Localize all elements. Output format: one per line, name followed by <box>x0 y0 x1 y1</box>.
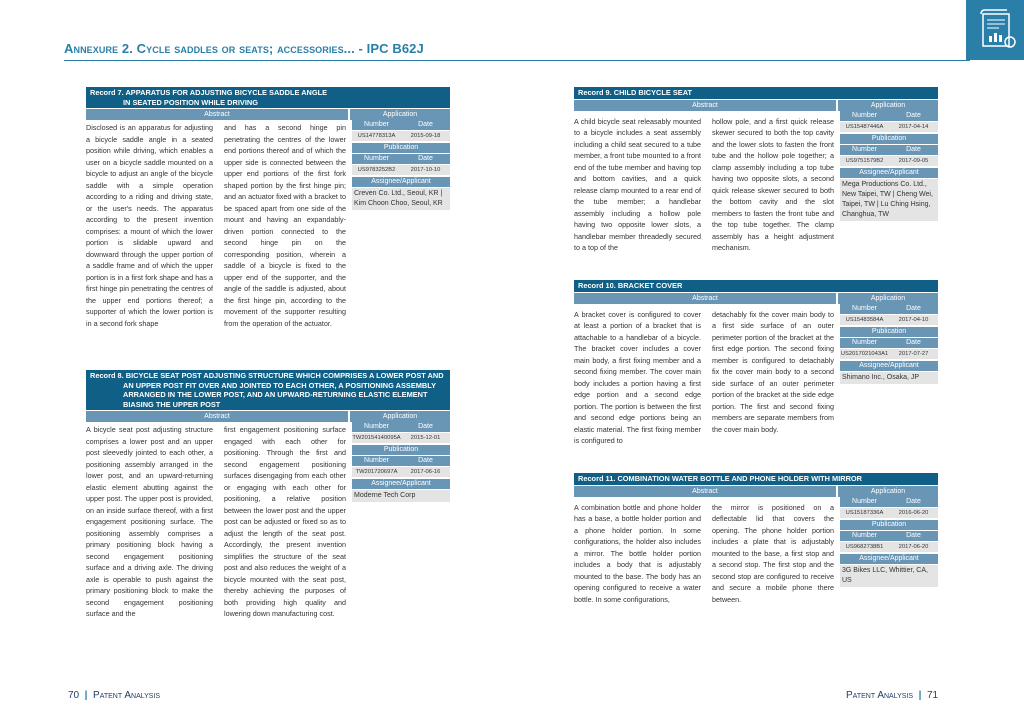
abstract-header: Abstract <box>86 109 348 120</box>
record-title-line: IN SEATED POSITION WHILE DRIVING <box>123 97 258 107</box>
abstract-header: Abstract <box>574 293 836 304</box>
footer-right <box>846 690 938 701</box>
record-title-line: ARRANGED IN THE LOWER POST, AND AN UPWARD-RETURNING ELASTIC ELEMENT <box>123 390 428 399</box>
abstract-col-1: A bicycle seat post adjusting structure comprises a lower post and an upper post sleevedly jointed to each other, a positioning assembly arranged in the lower post, and an upward-returning elastic element abutting against the upper post. The upper post is provided, on an inside surface thereof, with a first engagement positioning surface. The positioning assembly comprises a primary positioning block having a second engagement positioning surface and a driving axle. The driving axle is operable to push against the primary positioning block to make the second engagement positioning surface and the <box>86 425 213 618</box>
publication-header: Publication <box>840 134 938 144</box>
assignee-header: Assignee/Applicant <box>352 177 450 187</box>
publication-header: Publication <box>840 327 938 337</box>
assignee-value: Shimano Inc., Osaka, JP <box>840 372 938 384</box>
record-title-line: APPARATUS FOR ADJUSTING BICYCLE SADDLE ANGLE <box>125 88 328 97</box>
record-title <box>86 370 450 410</box>
pub-number-date-header: Number Date <box>352 154 450 164</box>
title-divider <box>64 60 970 61</box>
footer-separator: | <box>81 690 91 701</box>
record-title <box>574 280 938 292</box>
app-number-date: US15483584A 2017-04-10 <box>840 315 938 325</box>
section-headers <box>574 100 938 111</box>
app-number-date-header: Number Date <box>840 304 938 314</box>
app-number-date: US15487446A 2017-04-14 <box>840 122 938 132</box>
app-number-date-header: Number Date <box>352 422 450 432</box>
section-headers <box>86 109 450 120</box>
pub-number-date: US2017021043A1 2017-07-27 <box>840 349 938 359</box>
assignee-header: Assignee/Applicant <box>352 479 450 489</box>
app-number-date-header: Number Date <box>840 497 938 507</box>
publication-header: Publication <box>352 445 450 455</box>
section-headers <box>574 293 938 304</box>
assignee-header: Assignee/Applicant <box>840 168 938 178</box>
record-title-line: BIASING THE UPPER POST <box>123 399 221 409</box>
record-title-line: AN UPPER POST FIT OVER AND JOINTED TO EACH OTHER, A POSITIONING ASSEMBLY <box>123 380 437 390</box>
section-headers <box>86 411 450 422</box>
abstract-col-1: A bracket cover is configured to cover at least a portion of a bracket that is attachable to a handlebar of a bicycle. The bracket cover includes a cover main body, a first fixing member and a second fixing member. The cover main body includes a portion having a first edge portion and a second edge portion. The portion is between the first and second edge portions being an elastic material. The first fixing member is configured to <box>574 309 701 445</box>
record-10 <box>574 280 938 445</box>
application-panel <box>352 120 450 210</box>
app-number-date-header: Number Date <box>840 111 938 121</box>
app-number-date: US14778313A 2015-09-18 <box>352 131 450 141</box>
section-headers <box>574 486 938 497</box>
application-panel <box>840 111 938 221</box>
record-title <box>574 473 938 485</box>
abstract-header: Abstract <box>574 486 836 497</box>
record-title-line: COMBINATION WATER BOTTLE AND PHONE HOLDER WITH MIRROR <box>617 474 863 483</box>
assignee-header: Assignee/Applicant <box>840 361 938 371</box>
abstract-col-2: first engagement positioning surface engaged with each other for positioning. Through the first and second engagement positioning surfaces disengaging from each other or engaging with each other for positioning, a relative position between the lower post and the upper post can be adjusted or fixed so as to adjust the length of the seat post. Accordingly, the present invention simplifies the structure of the seat post and also reduces the weight of a bicycle mounted with the seat post, thereby achieving the purposes of both providing high quality and lowering down manufacturing cost. <box>224 425 346 618</box>
record-8 <box>86 370 450 618</box>
record-title <box>86 87 450 108</box>
abstract-col-1: Disclosed is an apparatus for adjusting a bicycle saddle angle in a seated position while driving, which enables a user on a bicycle saddle mounted on a bicycle to adjust an angle of the bicycle saddle with a simple operation according to a riding and driving state, or the user's needs. The apparatus according to the present invention comprises: a mount of which the lower portion is slidable upward and downward through the upper portion of a saddle frame and of which the upper portion is in a first fork shape and has a first hinge pin penetrating the centres of the upper end portions thereof; a supporter of which the lower portion is in a second fork shape <box>86 123 213 328</box>
record-number: Record 10. <box>578 281 616 290</box>
record-9 <box>574 87 938 252</box>
abstract-col-2: hollow pole, and a first quick release skewer secured to both the top cavity and the lower slots to fasten the front tube and the hollow pole together; a clamp assembly including a top tube having two opposite slots, a second quick release skewer secured to both the bottom cavity and the slot members to fasten the front tube and the top tube together. The clamp assembly has a height adjustment mechanism. <box>712 116 834 252</box>
publication-header: Publication <box>840 520 938 530</box>
assignee-header: Assignee/Applicant <box>840 554 938 564</box>
page-number: 70 <box>68 690 80 701</box>
pub-number-date: TW201720697A 2017-06-16 <box>352 467 450 477</box>
application-header: Application <box>838 100 938 111</box>
record-number: Record 8. <box>90 371 124 380</box>
abstract-col-2: detachably fix the cover main body to a first side surface of an outer perimeter portion of the bracket at the first edge portion. The second fixing member is configured to detachably fix the cover main body to a second side surface of an outer perimeter portion of the bracket at the side edge portion. The first and second fixing members are separate members from the cover main body. <box>712 309 834 434</box>
record-title-line: BICYCLE SEAT POST ADJUSTING STRUCTURE WHICH COMPRISES A LOWER POST AND <box>125 371 444 380</box>
record-title-line: CHILD BICYCLE SEAT <box>613 88 693 97</box>
application-header: Application <box>350 411 450 422</box>
application-header: Application <box>350 109 450 120</box>
footer-label: Patent Analysis <box>93 690 161 701</box>
abstract-col-1: A combination bottle and phone holder has a base, a bottle holder portion and a phone holder portion. In some configurations, the holder also includes a mirror. The bottle holder portion includes a body that is adjustably mounted to the base. The body has an opening configured to receive a water bottle. In some configurations, <box>574 502 701 604</box>
assignee-value: Moderne Tech Corp <box>352 490 450 502</box>
application-header: Application <box>838 486 938 497</box>
app-number-date-header: Number Date <box>352 120 450 130</box>
application-header: Application <box>838 293 938 304</box>
pub-number-date: US9783252B2 2017-10-10 <box>352 165 450 175</box>
assignee-value: Creven Co. Ltd., Seoul, KR | Kim Choon Choo, Seoul, KR <box>352 188 450 210</box>
pub-number-date: US9682738B1 2017-06-20 <box>840 542 938 552</box>
pub-number-date-header: Number Date <box>840 338 938 348</box>
abstract-col-2: and has a second hinge pin penetrating the centres of the lower end portions thereof and of which the upper side is connected between the upper end portions of the first fork shaped portion by the first hinge pin; and an actuator fixed with a bracket to be spaced apart from one side of the mount and having an expandably-driven portion connected to the second hinge pin on the corresponding position, wherein a saddle of a bicycle is fixed to the upper end of the supporter, and the angle of the saddle is adjusted, about the first hinge pin, according to the movement of the supporter resulting from the operation of the actuator. <box>224 123 346 328</box>
pub-number-date-header: Number Date <box>352 456 450 466</box>
abstract-header: Abstract <box>574 100 836 111</box>
record-number: Record 9. <box>578 88 612 97</box>
abstract-col-1: A child bicycle seat releasably mounted to a bicycle includes a seat assembly including a child seat secured to a tube member, a front tube mounted to a front end of the tube member and having top and bottom cavities, and a quick release clamp mounted to a rear end of the tube member; a handlebar assembly including a hollow pole having two opposite lower slots, a handlebar member threadedly secured to a top of the <box>574 116 701 252</box>
page-number: 71 <box>926 690 939 701</box>
footer-label: Patent Analysis <box>846 690 914 701</box>
pub-number-date-header: Number Date <box>840 531 938 541</box>
record-number: Record 11. <box>578 474 616 483</box>
abstract-header: Abstract <box>86 411 348 422</box>
pub-number-date-header: Number Date <box>840 145 938 155</box>
application-panel <box>352 422 450 502</box>
record-title-line: BRACKET COVER <box>617 281 683 290</box>
document-chart-icon <box>977 8 1017 52</box>
record-title <box>574 87 938 99</box>
record-number: Record 7. <box>90 88 124 97</box>
app-number-date: TW20154140095A 2015-12-01 <box>352 433 450 443</box>
pub-number-date: US9751579B2 2017-09-05 <box>840 156 938 166</box>
record-11 <box>574 473 938 604</box>
footer-separator: | <box>915 690 925 701</box>
application-panel <box>840 304 938 384</box>
record-7 <box>86 87 450 328</box>
abstract-col-2: the mirror is positioned on a deflectable lid that covers the opening. The phone holder portion includes a plate that is adjustably mounted to the base, a first stop and a second stop. The first stop and the second stop are configured to receive and secure a mobile phone there between. <box>712 502 834 604</box>
assignee-value: 3G Bikes LLC, Whittier, CA, US <box>840 565 938 587</box>
assignee-value: Mega Productions Co. Ltd., New Taipei, TW | Cheng Wei, Taipei, TW | Lu Ching Hsing, Changhua, TW <box>840 179 938 221</box>
footer-left <box>68 690 160 701</box>
publication-header: Publication <box>352 143 450 153</box>
application-panel <box>840 497 938 587</box>
app-number-date: US15187336A 2016-06-20 <box>840 508 938 518</box>
page-title: Annexure 2. Cycle saddles or seats; accessories... - IPC B62J <box>64 41 424 56</box>
